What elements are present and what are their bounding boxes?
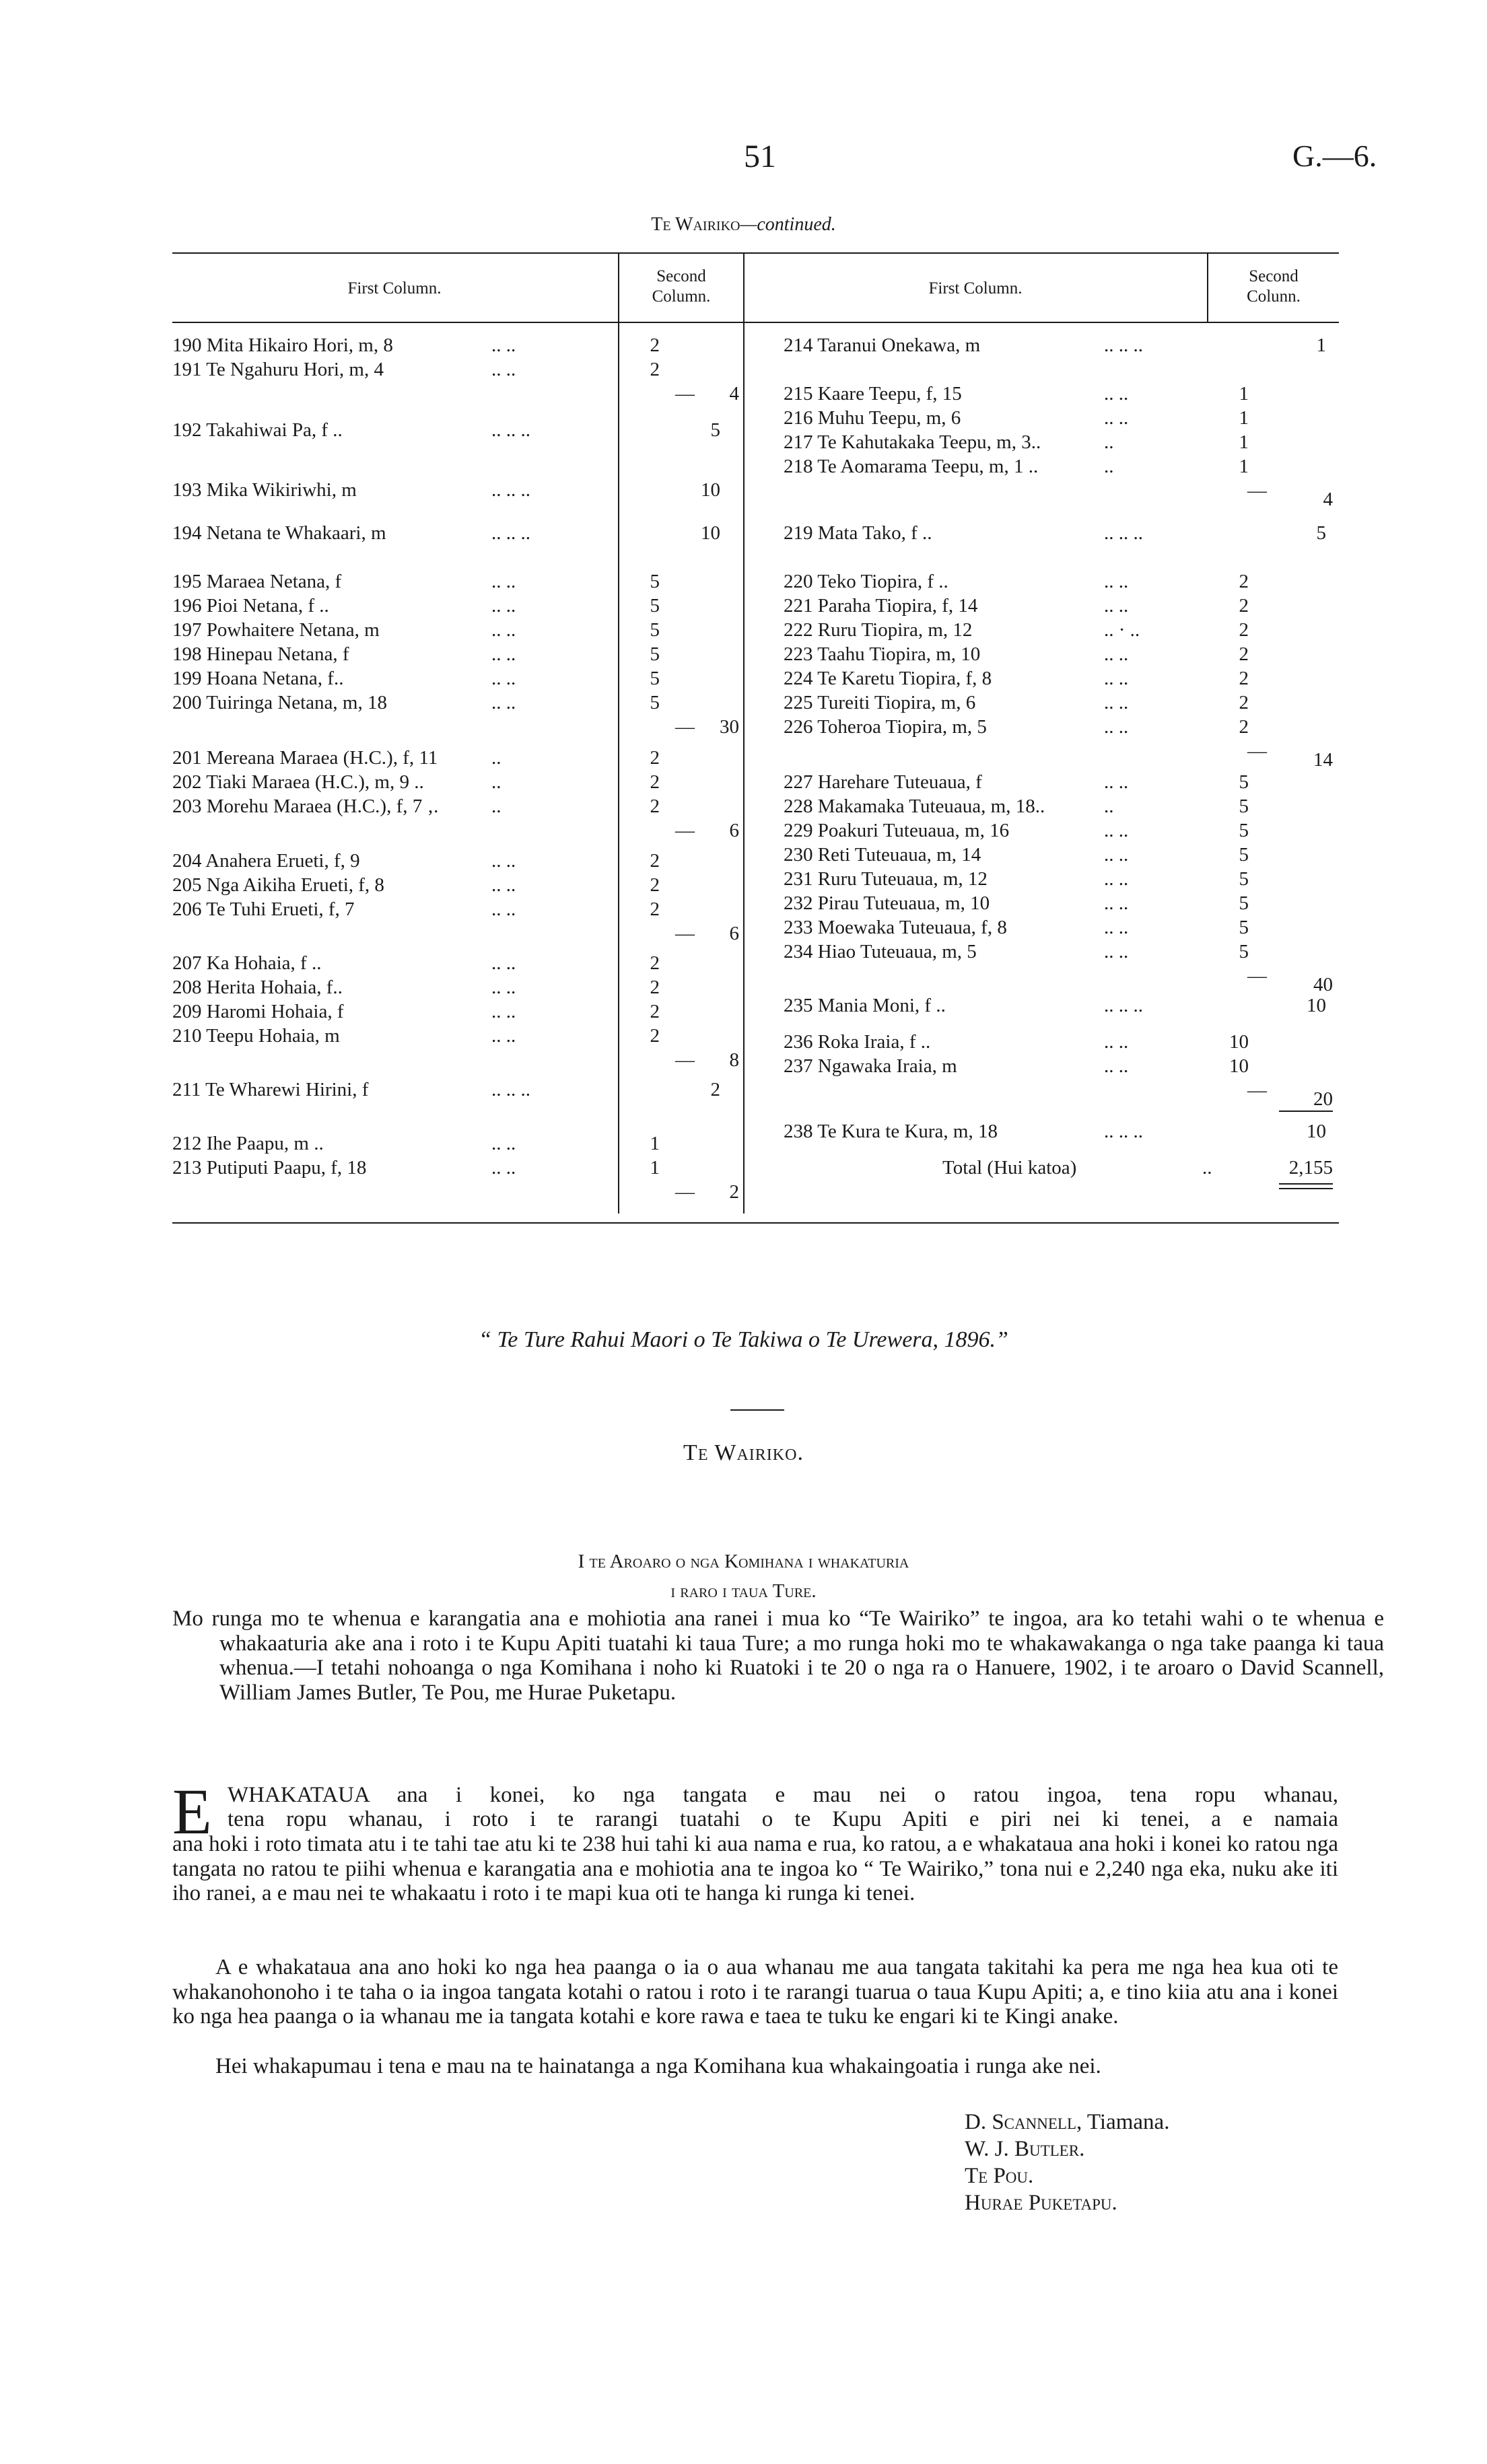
row-share: 5 bbox=[650, 692, 660, 713]
table-row bbox=[0, 715, 1487, 739]
row-leader: .. bbox=[491, 771, 502, 793]
table-row bbox=[0, 1119, 1487, 1143]
row-leader: .. .. bbox=[491, 977, 516, 998]
row-leader: .. bbox=[1104, 796, 1114, 817]
signature-line bbox=[965, 2162, 1169, 2189]
row-name: 196 Pioi Netana, f .. bbox=[172, 595, 329, 617]
row-share: 5 bbox=[650, 595, 660, 617]
row-name: 230 Reti Tuteuaua, m, 14 bbox=[784, 844, 981, 866]
row-name: 219 Mata Tako, f .. bbox=[784, 522, 932, 544]
row-leader: .. .. bbox=[1104, 668, 1129, 689]
row-leader: .. .. bbox=[1104, 868, 1129, 890]
table-row bbox=[0, 794, 1487, 818]
row-leader: .. .. .. bbox=[491, 1079, 530, 1100]
row-name: 236 Roka Iraia, f .. bbox=[784, 1031, 931, 1053]
document-reference: G.—6. bbox=[1292, 139, 1377, 173]
row-name: 213 Putiputi Paapu, f, 18 bbox=[172, 1157, 367, 1178]
row-share: 2 bbox=[650, 1025, 660, 1047]
row-share: 1 bbox=[650, 1157, 660, 1178]
row-share: 5 bbox=[1239, 771, 1249, 793]
row-name: 215 Kaare Teepu, f, 15 bbox=[784, 383, 962, 404]
row-name: 222 Ruru Tiopira, m, 12 bbox=[784, 619, 973, 641]
subtotal-value: 2 bbox=[729, 1181, 739, 1203]
row-share: 5 bbox=[650, 619, 660, 641]
row-share: 2 bbox=[650, 359, 660, 380]
table-row bbox=[0, 691, 1487, 715]
row-name: 223 Taahu Tiopira, m, 10 bbox=[784, 643, 981, 665]
row-leader: .. bbox=[1104, 456, 1114, 477]
row-share: 2 bbox=[650, 952, 660, 974]
shares-paragraph: A e whakataua ana ano hoki ko nga hea paanga o ia o aua whanau me aua tangata takitahi ka pera me nga hea kua oti te whakanohonoho i te taha o ia ingoa tangata kotahi o ratou i roto i te rarangi tuarua o taua Kupu Apiti; a, e tino kiia atu ana i konei ko nga hea paanga o ia whanau me ia tangata kotahi e kore rawa e taea te tuku ke engari ki te Kingi anake. bbox=[172, 1955, 1338, 2029]
row-name: 234 Hiao Tuteuaua, m, 5 bbox=[784, 941, 977, 962]
row-leader: .. .. bbox=[1104, 383, 1129, 404]
total-value: 2,155 bbox=[1288, 1157, 1333, 1178]
signatory-name: Te Pou. bbox=[965, 2164, 1034, 2188]
signature-line bbox=[965, 2109, 1169, 2136]
row-name: 205 Nga Aikiha Erueti, f, 8 bbox=[172, 874, 384, 896]
row-name: 216 Muhu Teepu, m, 6 bbox=[784, 407, 961, 429]
row-total: 5 bbox=[1316, 522, 1326, 544]
row-leader: .. .. bbox=[1104, 571, 1129, 592]
row-leader: .. .. bbox=[491, 595, 516, 617]
row-leader: .. .. bbox=[491, 1025, 516, 1047]
row-total: 1 bbox=[1316, 335, 1326, 356]
row-leader: .. .. bbox=[491, 899, 516, 920]
intro-line: I te Aroaro o nga Komihana i whakaturia bbox=[578, 1551, 909, 1572]
subtotal-value: 6 bbox=[729, 923, 739, 944]
row-share: 2 bbox=[650, 874, 660, 896]
order-paragraph-line1: WHAKATAUA ana i konei, ko nga tangata e mau nei o ratou ingoa, tena ropu whanau, bbox=[228, 1783, 1338, 1807]
header-first-column: First Column. bbox=[928, 279, 1023, 297]
total-leader: .. bbox=[1202, 1157, 1212, 1178]
row-name: 238 Te Kura te Kura, m, 18 bbox=[784, 1121, 998, 1142]
row-name: 209 Haromi Hohaia, f bbox=[172, 1001, 344, 1022]
subtotal-dash: — bbox=[1247, 1080, 1267, 1101]
signature-line bbox=[965, 2189, 1169, 2216]
table-row bbox=[0, 818, 1487, 843]
row-leader: .. .. bbox=[491, 850, 516, 872]
signatory-name: D. Scannell bbox=[965, 2110, 1077, 2134]
table-row bbox=[0, 940, 1487, 964]
row-leader: .. .. .. bbox=[1104, 995, 1143, 1016]
header-second-column bbox=[619, 267, 743, 307]
row-leader: .. bbox=[1104, 431, 1114, 453]
row-share: 10 bbox=[1229, 1055, 1249, 1077]
row-name: 200 Tuiringa Netana, m, 18 bbox=[172, 692, 387, 713]
total-label: Total (Hui katoa) bbox=[942, 1157, 1077, 1178]
row-name: 193 Mika Wikiriwhi, m bbox=[172, 479, 357, 501]
subtotal-dash: — bbox=[1247, 480, 1267, 501]
row-share: 5 bbox=[1239, 844, 1249, 866]
row-share: 2 bbox=[1239, 643, 1249, 665]
row-leader: .. .. bbox=[1104, 1031, 1129, 1053]
row-total: 10 bbox=[1307, 995, 1326, 1016]
row-share: 2 bbox=[1239, 619, 1249, 641]
table-header-rule bbox=[172, 322, 1339, 323]
row-share: 2 bbox=[650, 899, 660, 920]
row-leader: .. .. .. bbox=[1104, 1121, 1143, 1142]
row-name: 195 Maraea Netana, f bbox=[172, 571, 342, 592]
short-rule bbox=[730, 1409, 784, 1411]
row-leader: .. .. bbox=[491, 335, 516, 356]
row-share: 5 bbox=[1239, 796, 1249, 817]
table-row bbox=[0, 891, 1487, 915]
preamble-paragraph: Mo runga mo te whenua e karangatia ana e mohiotia ana ranei i mua ko “Te Wairiko” te ingoa, ara ko tetahi wahi o te whenua e whakaaturia ake ana i roto i te Kupu Apiti tuatahi ki taua Ture; a mo runga hoki mo te whakawakanga o nga take paanga ki taua whenua.—I tetahi nohoanga o nga Komihana i noho ki Ruatoki i te 20 o nga ra o Hanuere, 1902, i te aroaro o David Scannell, William James Butler, Te Pou, me Hurae Puketapu. bbox=[172, 1607, 1384, 1705]
row-name: 235 Mania Moni, f .. bbox=[784, 995, 946, 1016]
row-leader: .. .. .. bbox=[491, 479, 530, 501]
row-name: 199 Hoana Netana, f.. bbox=[172, 668, 344, 689]
table-caption bbox=[0, 214, 1487, 236]
row-name: 228 Makamaka Tuteuaua, m, 18.. bbox=[784, 796, 1045, 817]
row-name: 211 Te Wharewi Hirini, f bbox=[172, 1079, 369, 1100]
row-leader: .. bbox=[491, 796, 502, 817]
page-number: 51 bbox=[744, 139, 776, 174]
row-leader: .. .. bbox=[491, 1157, 516, 1178]
total-rule bbox=[1279, 1188, 1333, 1189]
row-share: 5 bbox=[1239, 868, 1249, 890]
subtotal-value: 30 bbox=[720, 716, 739, 738]
subtotal-dash: — bbox=[675, 716, 695, 738]
caption-suffix: —continued. bbox=[740, 214, 836, 235]
table-row bbox=[0, 618, 1487, 642]
row-leader: .. .. bbox=[1104, 716, 1129, 738]
row-leader: .. .. bbox=[1104, 844, 1129, 866]
row-share: 2 bbox=[650, 335, 660, 356]
table-row bbox=[0, 1030, 1487, 1054]
row-leader: .. .. bbox=[1104, 595, 1129, 617]
row-name: 203 Morehu Maraea (H.C.), f, 7 ‚. bbox=[172, 796, 439, 817]
row-share: 5 bbox=[1239, 892, 1249, 914]
table-row bbox=[0, 993, 1487, 1018]
act-title: “ Te Ture Rahui Maori o Te Takiwa o Te Urewera, 1896.” bbox=[479, 1327, 1008, 1352]
subtotal-rule bbox=[1279, 1111, 1333, 1112]
row-name: 217 Te Kahutakaka Teepu, m, 3.. bbox=[784, 431, 1041, 453]
row-share: 2 bbox=[1239, 668, 1249, 689]
table-row bbox=[0, 867, 1487, 891]
table-row bbox=[0, 454, 1487, 479]
row-total: 10 bbox=[1307, 1121, 1326, 1142]
row-leader: .. .. .. bbox=[491, 419, 530, 441]
subtotal-dash: — bbox=[675, 1049, 695, 1071]
row-share: 2 bbox=[1239, 571, 1249, 592]
row-name: 212 Ihe Paapu, m .. bbox=[172, 1133, 324, 1154]
row-total: 2 bbox=[710, 1079, 720, 1100]
subtotal-value: 8 bbox=[729, 1049, 739, 1071]
row-leader: .. .. bbox=[491, 643, 516, 665]
row-share: 5 bbox=[1239, 917, 1249, 938]
row-leader: .. .. bbox=[491, 668, 516, 689]
signatory-title: , Tiamana. bbox=[1076, 2110, 1170, 2134]
row-share: 1 bbox=[1239, 383, 1249, 404]
row-name: 204 Anahera Erueti, f, 9 bbox=[172, 850, 360, 872]
signatory-name: W. J. Butler. bbox=[965, 2137, 1085, 2161]
table-row bbox=[0, 406, 1487, 430]
row-name: 231 Ruru Tuteuaua, m, 12 bbox=[784, 868, 988, 890]
subtotal-value: 14 bbox=[1313, 749, 1333, 771]
row-share: 2 bbox=[650, 796, 660, 817]
table-bottom-rule bbox=[172, 1222, 1339, 1224]
table-row bbox=[0, 642, 1487, 666]
subtotal-dash: — bbox=[1247, 965, 1267, 987]
header-line: Column. bbox=[652, 287, 711, 306]
row-leader: .. .. bbox=[1104, 1055, 1129, 1077]
row-share: 1 bbox=[1239, 407, 1249, 429]
row-name: 237 Ngawaka Iraia, m bbox=[784, 1055, 957, 1077]
signature-block bbox=[965, 2109, 1169, 2216]
row-share: 1 bbox=[650, 1133, 660, 1154]
table-row bbox=[0, 521, 1487, 545]
subtotal-value: 6 bbox=[729, 820, 739, 841]
row-share: 1 bbox=[1239, 431, 1249, 453]
row-share: 2 bbox=[650, 850, 660, 872]
row-total: 5 bbox=[710, 419, 720, 441]
table-row bbox=[0, 915, 1487, 940]
table-row bbox=[0, 770, 1487, 794]
subtotal-dash: — bbox=[1247, 740, 1267, 762]
header-second-column bbox=[1208, 267, 1339, 307]
row-name: 206 Te Tuhi Erueti, f, 7 bbox=[172, 899, 355, 920]
drop-cap: E bbox=[172, 1775, 212, 1847]
row-share: 2 bbox=[1239, 716, 1249, 738]
row-leader: .. .. bbox=[1104, 771, 1129, 793]
row-name: 198 Hinepau Netana, f bbox=[172, 643, 349, 665]
row-share: 2 bbox=[1239, 692, 1249, 713]
table-row bbox=[0, 594, 1487, 618]
row-leader: .. .. bbox=[1104, 407, 1129, 429]
row-share: 5 bbox=[650, 668, 660, 689]
intro-heading bbox=[0, 1547, 1487, 1606]
row-leader: .. .. bbox=[491, 1001, 516, 1022]
caption-title: Te Wairiko bbox=[651, 214, 740, 235]
row-leader: .. bbox=[491, 747, 502, 769]
header-first-column: First Column. bbox=[347, 279, 442, 297]
subtotal-dash: — bbox=[675, 820, 695, 841]
row-name: 232 Pirau Tuteuaua, m, 10 bbox=[784, 892, 990, 914]
attestation-paragraph: Hei whakapumau i tena e mau na te hainatanga a nga Komihana kua whakaingoatia i runga ake nei. bbox=[215, 2054, 1101, 2078]
table-row bbox=[0, 843, 1487, 867]
row-leader: .. .. .. bbox=[1104, 522, 1143, 544]
header-line: Second bbox=[656, 267, 706, 285]
table-row bbox=[0, 1054, 1487, 1078]
row-name: 220 Teko Tiopira, f .. bbox=[784, 571, 948, 592]
row-name: 201 Mereana Maraea (H.C.), f, 11 bbox=[172, 747, 438, 769]
signatory-name: Hurae Puketapu. bbox=[965, 2191, 1117, 2215]
table-row bbox=[0, 333, 1487, 357]
row-leader: .. .. bbox=[1104, 692, 1129, 713]
row-name: 202 Tiaki Maraea (H.C.), m, 9 .. bbox=[172, 771, 424, 793]
row-name: 210 Teepu Hohaia, m bbox=[172, 1025, 340, 1047]
row-name: 225 Tureiti Tiopira, m, 6 bbox=[784, 692, 976, 713]
subtotal-value: 4 bbox=[729, 383, 739, 404]
table-row bbox=[0, 569, 1487, 594]
row-name: 207 Ka Hohaia, f .. bbox=[172, 952, 322, 974]
intro-line: i raro i taua Ture. bbox=[670, 1580, 817, 1602]
table-row bbox=[0, 382, 1487, 406]
row-share: 5 bbox=[1239, 820, 1249, 841]
row-leader: .. .. bbox=[1104, 917, 1129, 938]
total-row bbox=[0, 1156, 1487, 1180]
row-name: 208 Herita Hohaia, f.. bbox=[172, 977, 343, 998]
row-leader: .. .. .. bbox=[491, 522, 530, 544]
subtotal-value: 40 bbox=[1313, 974, 1333, 995]
table-row bbox=[0, 357, 1487, 382]
table-row bbox=[0, 430, 1487, 454]
row-leader: .. .. bbox=[1104, 643, 1129, 665]
row-share: 10 bbox=[1229, 1031, 1249, 1053]
row-share: 5 bbox=[1239, 941, 1249, 962]
row-leader: .. .. bbox=[1104, 892, 1129, 914]
subtotal-dash: — bbox=[675, 923, 695, 944]
row-name: 218 Te Aomarama Teepu, m, 1 .. bbox=[784, 456, 1039, 477]
row-leader: .. .. bbox=[491, 952, 516, 974]
order-paragraph-line2: tena ropu whanau, i roto i te rarangi tuatahi o te Kupu Apiti e piri nei ki tenei, a e namaia bbox=[228, 1807, 1338, 1831]
row-name: 221 Paraha Tiopira, f, 14 bbox=[784, 595, 978, 617]
row-leader: .. .. bbox=[1104, 820, 1129, 841]
row-share: 2 bbox=[650, 771, 660, 793]
row-share: 2 bbox=[1239, 595, 1249, 617]
row-share: 2 bbox=[650, 747, 660, 769]
row-leader: .. .. bbox=[491, 571, 516, 592]
row-name: 214 Taranui Onekawa, m bbox=[784, 335, 981, 356]
row-name: 190 Mita Hikairo Hori, m, 8 bbox=[172, 335, 393, 356]
header-line: Second bbox=[1249, 267, 1299, 285]
row-share: 2 bbox=[650, 977, 660, 998]
row-leader: .. .. .. bbox=[1104, 335, 1143, 356]
row-leader: .. .. bbox=[491, 359, 516, 380]
row-name: 192 Takahiwai Pa, f .. bbox=[172, 419, 343, 441]
subtotal-dash: — bbox=[675, 383, 695, 404]
row-name: 191 Te Ngahuru Hori, m, 4 bbox=[172, 359, 384, 380]
section-title: Te Wairiko. bbox=[683, 1440, 804, 1465]
row-name: 224 Te Karetu Tiopira, f, 8 bbox=[784, 668, 992, 689]
table-top-rule bbox=[172, 252, 1339, 254]
row-leader: .. .. bbox=[491, 874, 516, 896]
subtotal-value: 20 bbox=[1313, 1088, 1333, 1110]
row-leader: .. .. bbox=[1104, 941, 1129, 962]
signature-line bbox=[965, 2136, 1169, 2162]
row-leader: .. .. bbox=[491, 1133, 516, 1154]
header-line: Colunn. bbox=[1247, 287, 1301, 306]
row-leader: .. .. bbox=[491, 619, 516, 641]
row-share: 5 bbox=[650, 571, 660, 592]
row-name: 233 Moewaka Tuteuaua, f, 8 bbox=[784, 917, 1007, 938]
subtotal-dash: — bbox=[675, 1181, 695, 1203]
subtotal-value: 4 bbox=[1323, 489, 1333, 510]
row-name: 227 Harehare Tuteuaua, f bbox=[784, 771, 982, 793]
row-name: 194 Netana te Whakaari, m bbox=[172, 522, 386, 544]
row-name: 197 Powhaitere Netana, m bbox=[172, 619, 380, 641]
total-rule bbox=[1279, 1183, 1333, 1185]
row-share: 1 bbox=[1239, 456, 1249, 477]
row-share: 2 bbox=[650, 1001, 660, 1022]
table-row bbox=[0, 666, 1487, 691]
row-total: 10 bbox=[701, 522, 720, 544]
row-leader: .. · .. bbox=[1104, 619, 1140, 641]
row-share: 5 bbox=[650, 643, 660, 665]
row-name: 229 Poakuri Tuteuaua, m, 16 bbox=[784, 820, 1010, 841]
order-paragraph: ana hoki i roto timata atu i te tahi tae atu ki te 238 hui tahi ki aua nama e rua, ko ratou, a e whakataua ana hoki i konei ko ratou nga tangata no ratou te piihi whenua e karangatia ana e mohiotia ana te ingoa ko “ Te Wairiko,” tona nui e 2,240 nga eka, nuku ake iti iho ranei, a e mau nei te whakaatu i roto i te mapi kua oti te hanga ki runga ki tenei. bbox=[172, 1832, 1338, 1905]
row-total: 10 bbox=[701, 479, 720, 501]
row-name: 226 Toheroa Tiopira, m, 5 bbox=[784, 716, 987, 738]
row-leader: .. .. bbox=[491, 692, 516, 713]
